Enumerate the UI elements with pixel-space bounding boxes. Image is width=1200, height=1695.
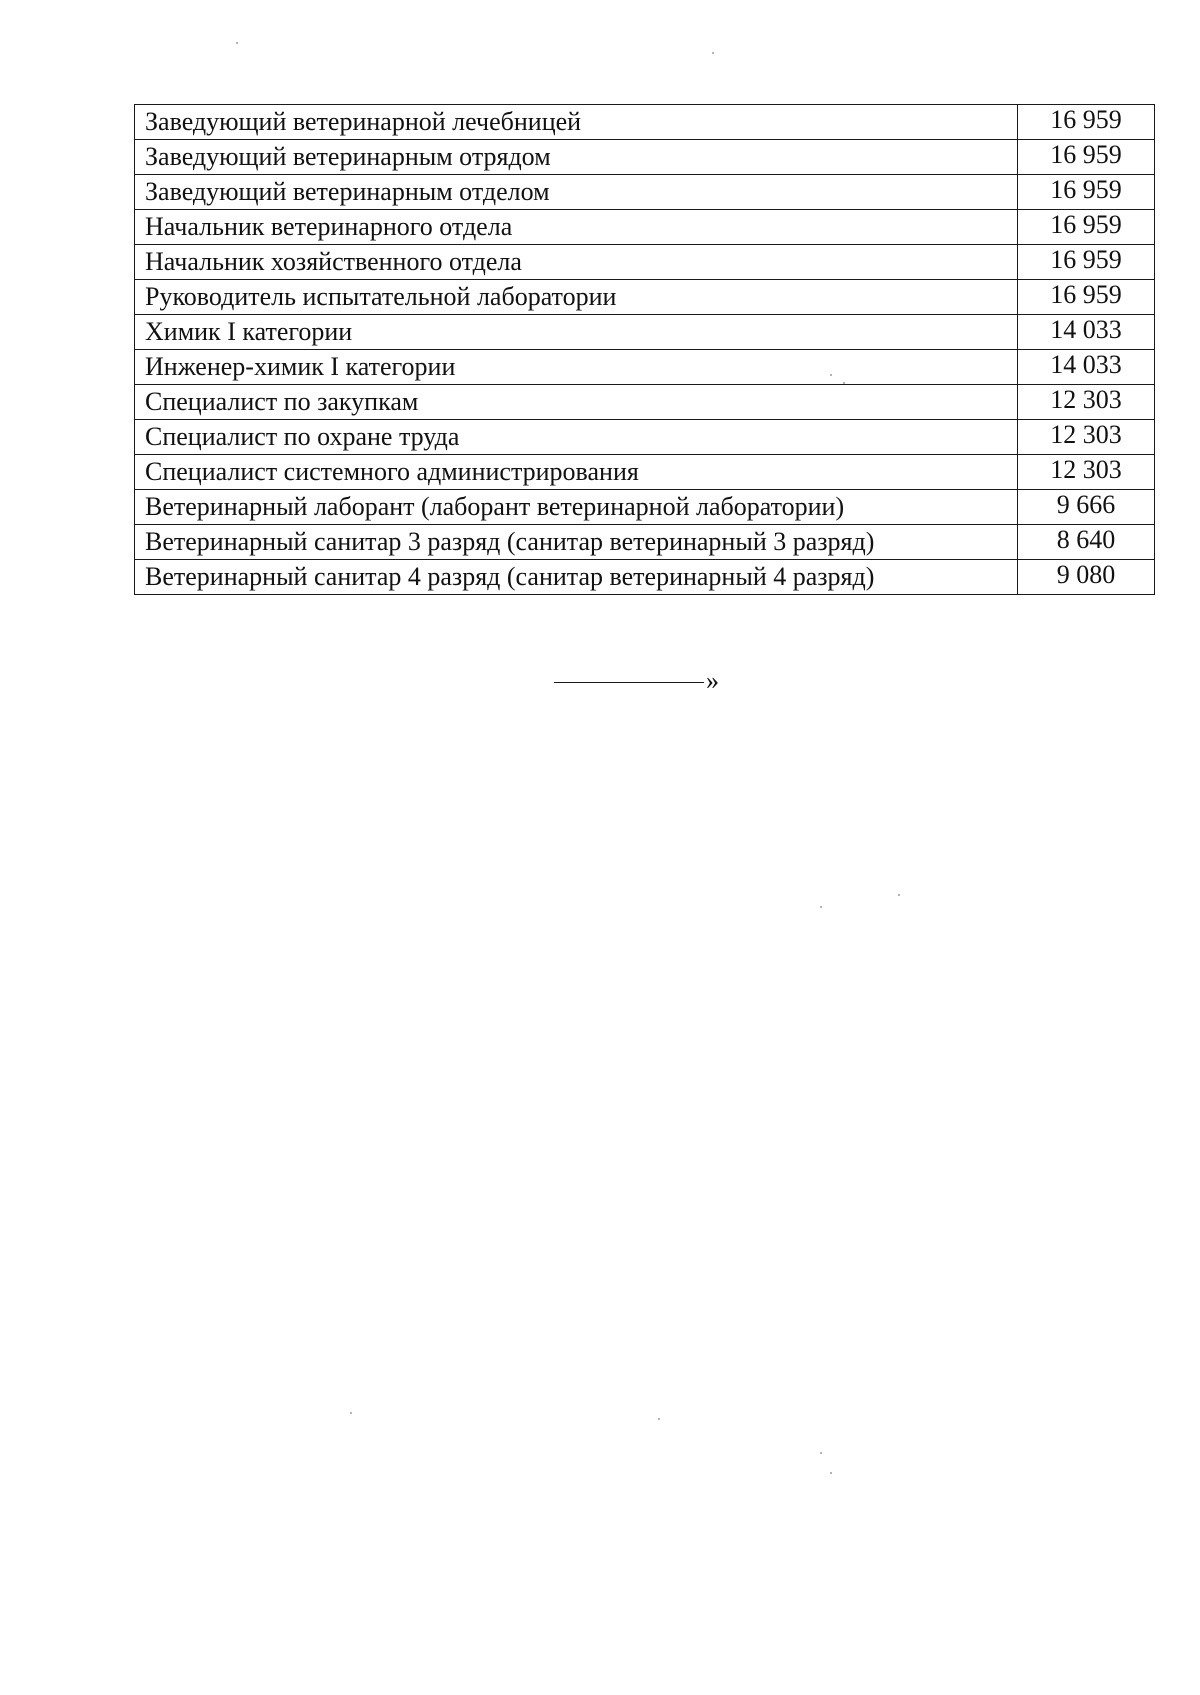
position-cell: Ветеринарный санитар 3 разряд (санитар ветеринарный 3 разряд) <box>135 525 1018 560</box>
salary-table <box>134 104 1155 595</box>
amount-cell: 9 080 <box>1018 560 1155 595</box>
amount-cell: 12 303 <box>1018 385 1155 420</box>
amount-cell: 16 959 <box>1018 175 1155 210</box>
position-cell: Специалист системного администрирования <box>135 455 1018 490</box>
scan-speck <box>712 52 714 54</box>
amount-cell: 14 033 <box>1018 315 1155 350</box>
scan-speck <box>820 906 822 908</box>
scan-speck <box>820 1452 822 1454</box>
table-row <box>135 210 1155 245</box>
amount-cell: 12 303 <box>1018 455 1155 490</box>
position-cell: Инженер-химик I категории <box>135 350 1018 385</box>
table-row <box>135 350 1155 385</box>
table-row <box>135 560 1155 595</box>
table-row <box>135 455 1155 490</box>
table-row <box>135 490 1155 525</box>
salary-table-body <box>135 105 1155 595</box>
position-cell: Химик I категории <box>135 315 1018 350</box>
position-cell: Заведующий ветеринарным отделом <box>135 175 1018 210</box>
scan-speck <box>236 42 238 44</box>
amount-cell: 16 959 <box>1018 210 1155 245</box>
amount-cell: 16 959 <box>1018 140 1155 175</box>
position-cell: Начальник ветеринарного отдела <box>135 210 1018 245</box>
amount-cell: 8 640 <box>1018 525 1155 560</box>
scan-speck <box>830 1472 832 1474</box>
amount-cell: 9 666 <box>1018 490 1155 525</box>
table-row <box>135 280 1155 315</box>
table-row <box>135 175 1155 210</box>
position-cell: Начальник хозяйственного отдела <box>135 245 1018 280</box>
amount-cell: 14 033 <box>1018 350 1155 385</box>
scan-speck <box>843 382 845 384</box>
table-row <box>135 245 1155 280</box>
position-cell: Руководитель испытательной лаборатории <box>135 280 1018 315</box>
table-row <box>135 385 1155 420</box>
table-row <box>135 140 1155 175</box>
scan-speck <box>830 374 832 376</box>
amount-cell: 16 959 <box>1018 245 1155 280</box>
position-cell: Специалист по закупкам <box>135 385 1018 420</box>
amount-cell: 16 959 <box>1018 280 1155 315</box>
position-cell: Заведующий ветеринарной лечебницей <box>135 105 1018 140</box>
table-row <box>135 315 1155 350</box>
table-row <box>135 420 1155 455</box>
position-cell: Ветеринарный санитар 4 разряд (санитар ветеринарный 4 разряд) <box>135 560 1018 595</box>
amount-cell: 16 959 <box>1018 105 1155 140</box>
amount-cell: 12 303 <box>1018 420 1155 455</box>
position-cell: Специалист по охране труда <box>135 420 1018 455</box>
table-row <box>135 105 1155 140</box>
table-row <box>135 525 1155 560</box>
scan-speck <box>898 894 900 896</box>
position-cell: Заведующий ветеринарным отрядом <box>135 140 1018 175</box>
closing-underline <box>554 682 704 683</box>
closing-quote: » <box>706 666 719 695</box>
scan-speck <box>350 1412 352 1414</box>
position-cell: Ветеринарный лаборант (лаборант ветеринарной лаборатории) <box>135 490 1018 525</box>
scan-speck <box>658 1418 660 1420</box>
